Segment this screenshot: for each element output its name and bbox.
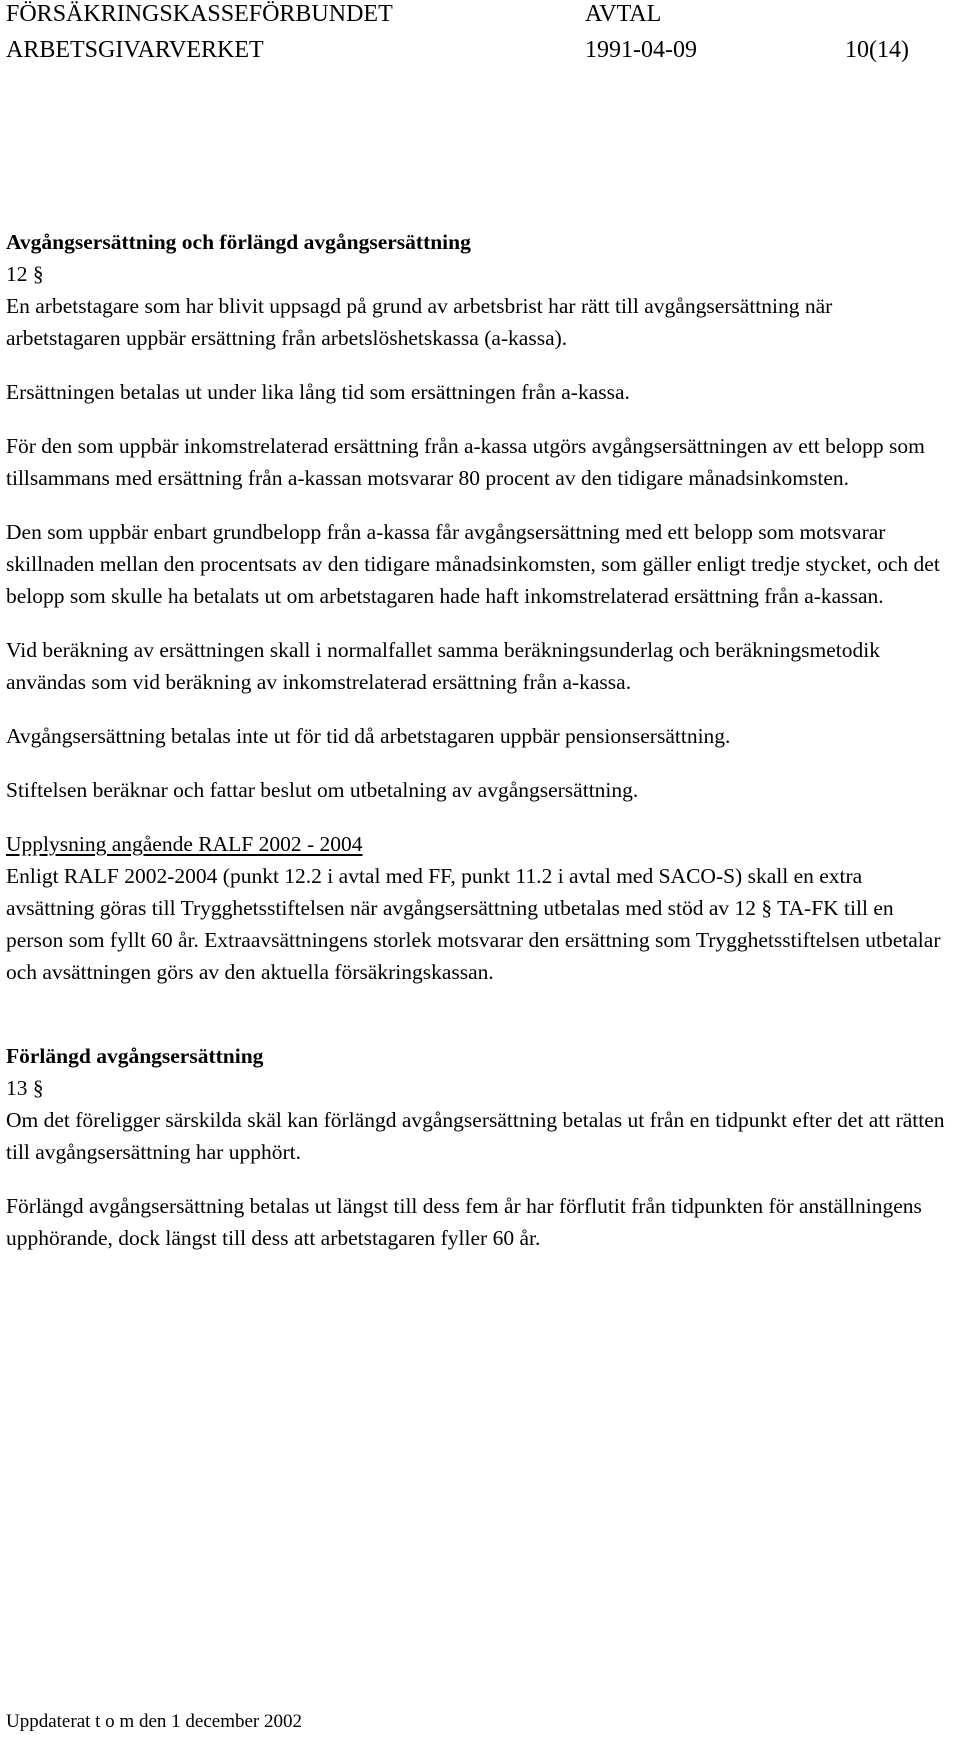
section-12-paragraph-3: För den som uppbär inkomstrelaterad ersättning från a-kassa utgörs avgångsersättningen av ett belopp som tillsammans med ersättning från a-kassan motsvarar 80 procent av den tidigare månadsinkomsten. (6, 434, 925, 490)
header-date: 1991-04-09 (585, 37, 697, 63)
section-13-title: Förlängd avgångsersättning (6, 1044, 264, 1068)
footer-updated: Uppdaterat t o m den 1 december 2002 (6, 1711, 302, 1732)
section-13-number: 13 § (6, 1076, 44, 1100)
header-page: 10(14) (845, 37, 909, 63)
header-doctype: AVTAL (585, 1, 662, 27)
section-13-paragraph-1: Om det föreligger särskilda skäl kan förlängd avgångsersättning betalas ut från en tidpunkt efter det att rätten till avgångsersättning har upphört. (6, 1108, 945, 1164)
section-12-paragraph-1: En arbetstagare som har blivit uppsagd på grund av arbetsbrist har rätt till avgångsersättning när arbetstagaren uppbär ersättning från arbetslöshetskassa (a-kassa). (6, 294, 833, 350)
section-12-number: 12 § (6, 262, 44, 286)
section-12-title: Avgångsersättning och förlängd avgångsersättning (6, 230, 471, 254)
document-body (6, 226, 951, 1254)
section-12-paragraph-6: Avgångsersättning betalas inte ut för tid då arbetstagaren uppbär pensionsersättning. (6, 724, 731, 748)
section-13-paragraph-2: Förlängd avgångsersättning betalas ut längst till dess fem år har förflutit från tidpunkten för anställningens upphörande, dock längst till dess att arbetstagaren fyller 60 år. (6, 1194, 922, 1250)
note-body: Enligt RALF 2002-2004 (punkt 12.2 i avtal med FF, punkt 11.2 i avtal med SACO-S) skall en extra avsättning göras till Trygghetsstiftelsen när avgångsersättning utbetalas med stöd av 12 § TA-FK till en person som fyllt 60 år. Extraavsättningens storlek motsvarar den ersättning som Trygghetsstiftelsen utbetalar och avsättningen görs av den aktuella försäkringskassan. (6, 864, 941, 984)
note-title: Upplysning angående RALF 2002 - 2004 (6, 832, 363, 856)
section-12-paragraph-4: Den som uppbär enbart grundbelopp från a-kassa får avgångsersättning med ett belopp som motsvarar skillnaden mellan den procentsats av den tidigare månadsinkomsten, som gäller enligt tredje stycket, och det belopp som skulle ha betalats ut om arbetstagaren hade haft inkomstrelaterad ersättning från a-kassan. (6, 520, 940, 608)
section-12-paragraph-2: Ersättningen betalas ut under lika lång tid som ersättningen från a-kassa. (6, 380, 630, 404)
section-12-paragraph-5: Vid beräkning av ersättningen skall i normalfallet samma beräkningsunderlag och beräkningsmetodik användas som vid beräkning av inkomstrelaterad ersättning från a-kassa. (6, 638, 880, 694)
header-org2: ARBETSGIVARVERKET (6, 37, 264, 63)
section-12-paragraph-7: Stiftelsen beräknar och fattar beslut om utbetalning av avgångsersättning. (6, 778, 639, 802)
header-org1: FÖRSÄKRINGSKASSEFÖRBUNDET (6, 1, 393, 27)
